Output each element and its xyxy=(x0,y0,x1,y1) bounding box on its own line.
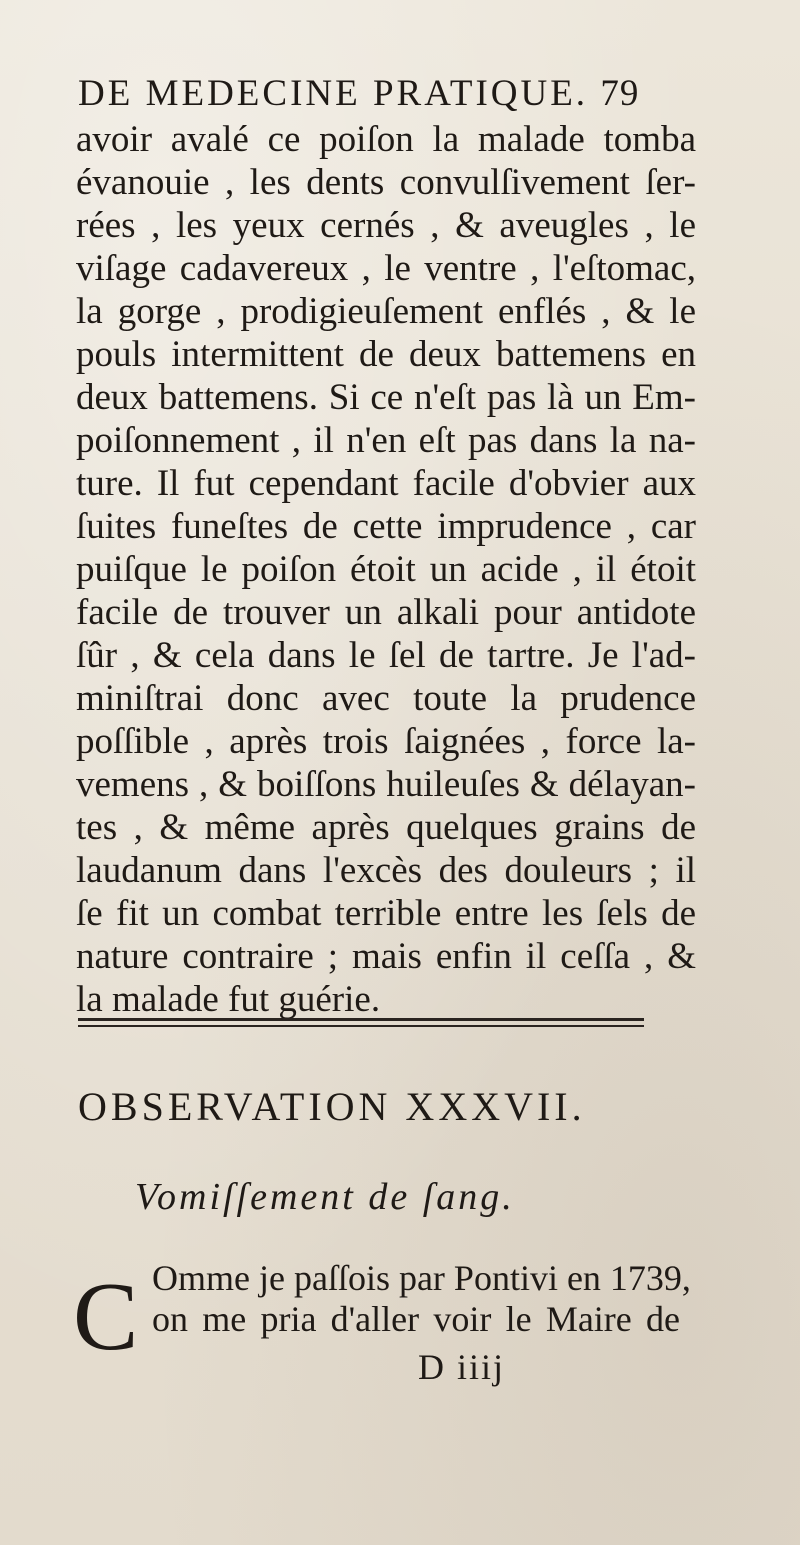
signature-mark: D iiij xyxy=(418,1347,506,1387)
text-line: nature contraire ; mais enfin il ceſſa , & xyxy=(76,936,696,977)
text-line: la gorge , prodigieuſement enflés , & le xyxy=(76,291,696,332)
observation-subtitle: Vomiſſement de ſang. xyxy=(135,1176,515,1218)
text-line: ture. Il fut cependant facile d'obvier aux xyxy=(76,463,696,504)
text-line: vemens , & boiſſons huileuſes & délayan- xyxy=(76,764,696,805)
text-line: viſage cadavereux , le ventre , l'eſtomac, xyxy=(76,248,696,289)
page-number: 79 xyxy=(600,73,640,114)
text-line: évanouie , les dents convulſivement ſer- xyxy=(76,162,696,203)
text-line: pouls intermittent de deux battemens en xyxy=(76,334,696,375)
text-line: Omme je paſſois par Pontivi en 1739, xyxy=(152,1258,691,1298)
observation-paragraph xyxy=(152,1258,691,1340)
text-line: ſûr , & cela dans le ſel de tartre. Je l'ad- xyxy=(76,635,696,676)
drop-cap: C xyxy=(73,1263,139,1371)
text-line: on me pria d'aller voir le Maire de xyxy=(152,1299,680,1339)
text-line: facile de trouver un alkali pour antidote xyxy=(76,592,696,633)
observation-heading: OBSERVATION XXXVII. xyxy=(78,1084,586,1129)
text-line: la malade fut guérie. xyxy=(76,979,381,1020)
text-line: avoir avalé ce poiſon la malade tomba xyxy=(76,119,696,160)
text-line: laudanum dans l'excès des douleurs ; il xyxy=(76,850,696,891)
running-head-title: DE MEDECINE PRATIQUE. xyxy=(78,73,589,114)
text-line: poſſible , après trois ſaignées , force la- xyxy=(76,721,696,762)
text-line: puiſque le poiſon étoit un acide , il étoit xyxy=(76,549,696,590)
text-line: miniſtrai donc avec toute la prudence xyxy=(76,678,696,719)
text-line: ſe fit un combat terrible entre les ſels de xyxy=(76,893,696,934)
running-head xyxy=(78,72,718,115)
section-divider xyxy=(78,1018,644,1027)
text-line: deux battemens. Si ce n'eſt pas là un Em- xyxy=(76,377,696,418)
text-line: poiſonnement , il n'en eſt pas dans la na- xyxy=(76,420,696,461)
text-line: tes , & même après quelques grains de xyxy=(76,807,696,848)
body-paragraph xyxy=(76,118,696,1021)
text-line: rées , les yeux cernés , & aveugles , le xyxy=(76,205,696,246)
text-line: ſuites funeſtes de cette imprudence , car xyxy=(76,506,696,547)
